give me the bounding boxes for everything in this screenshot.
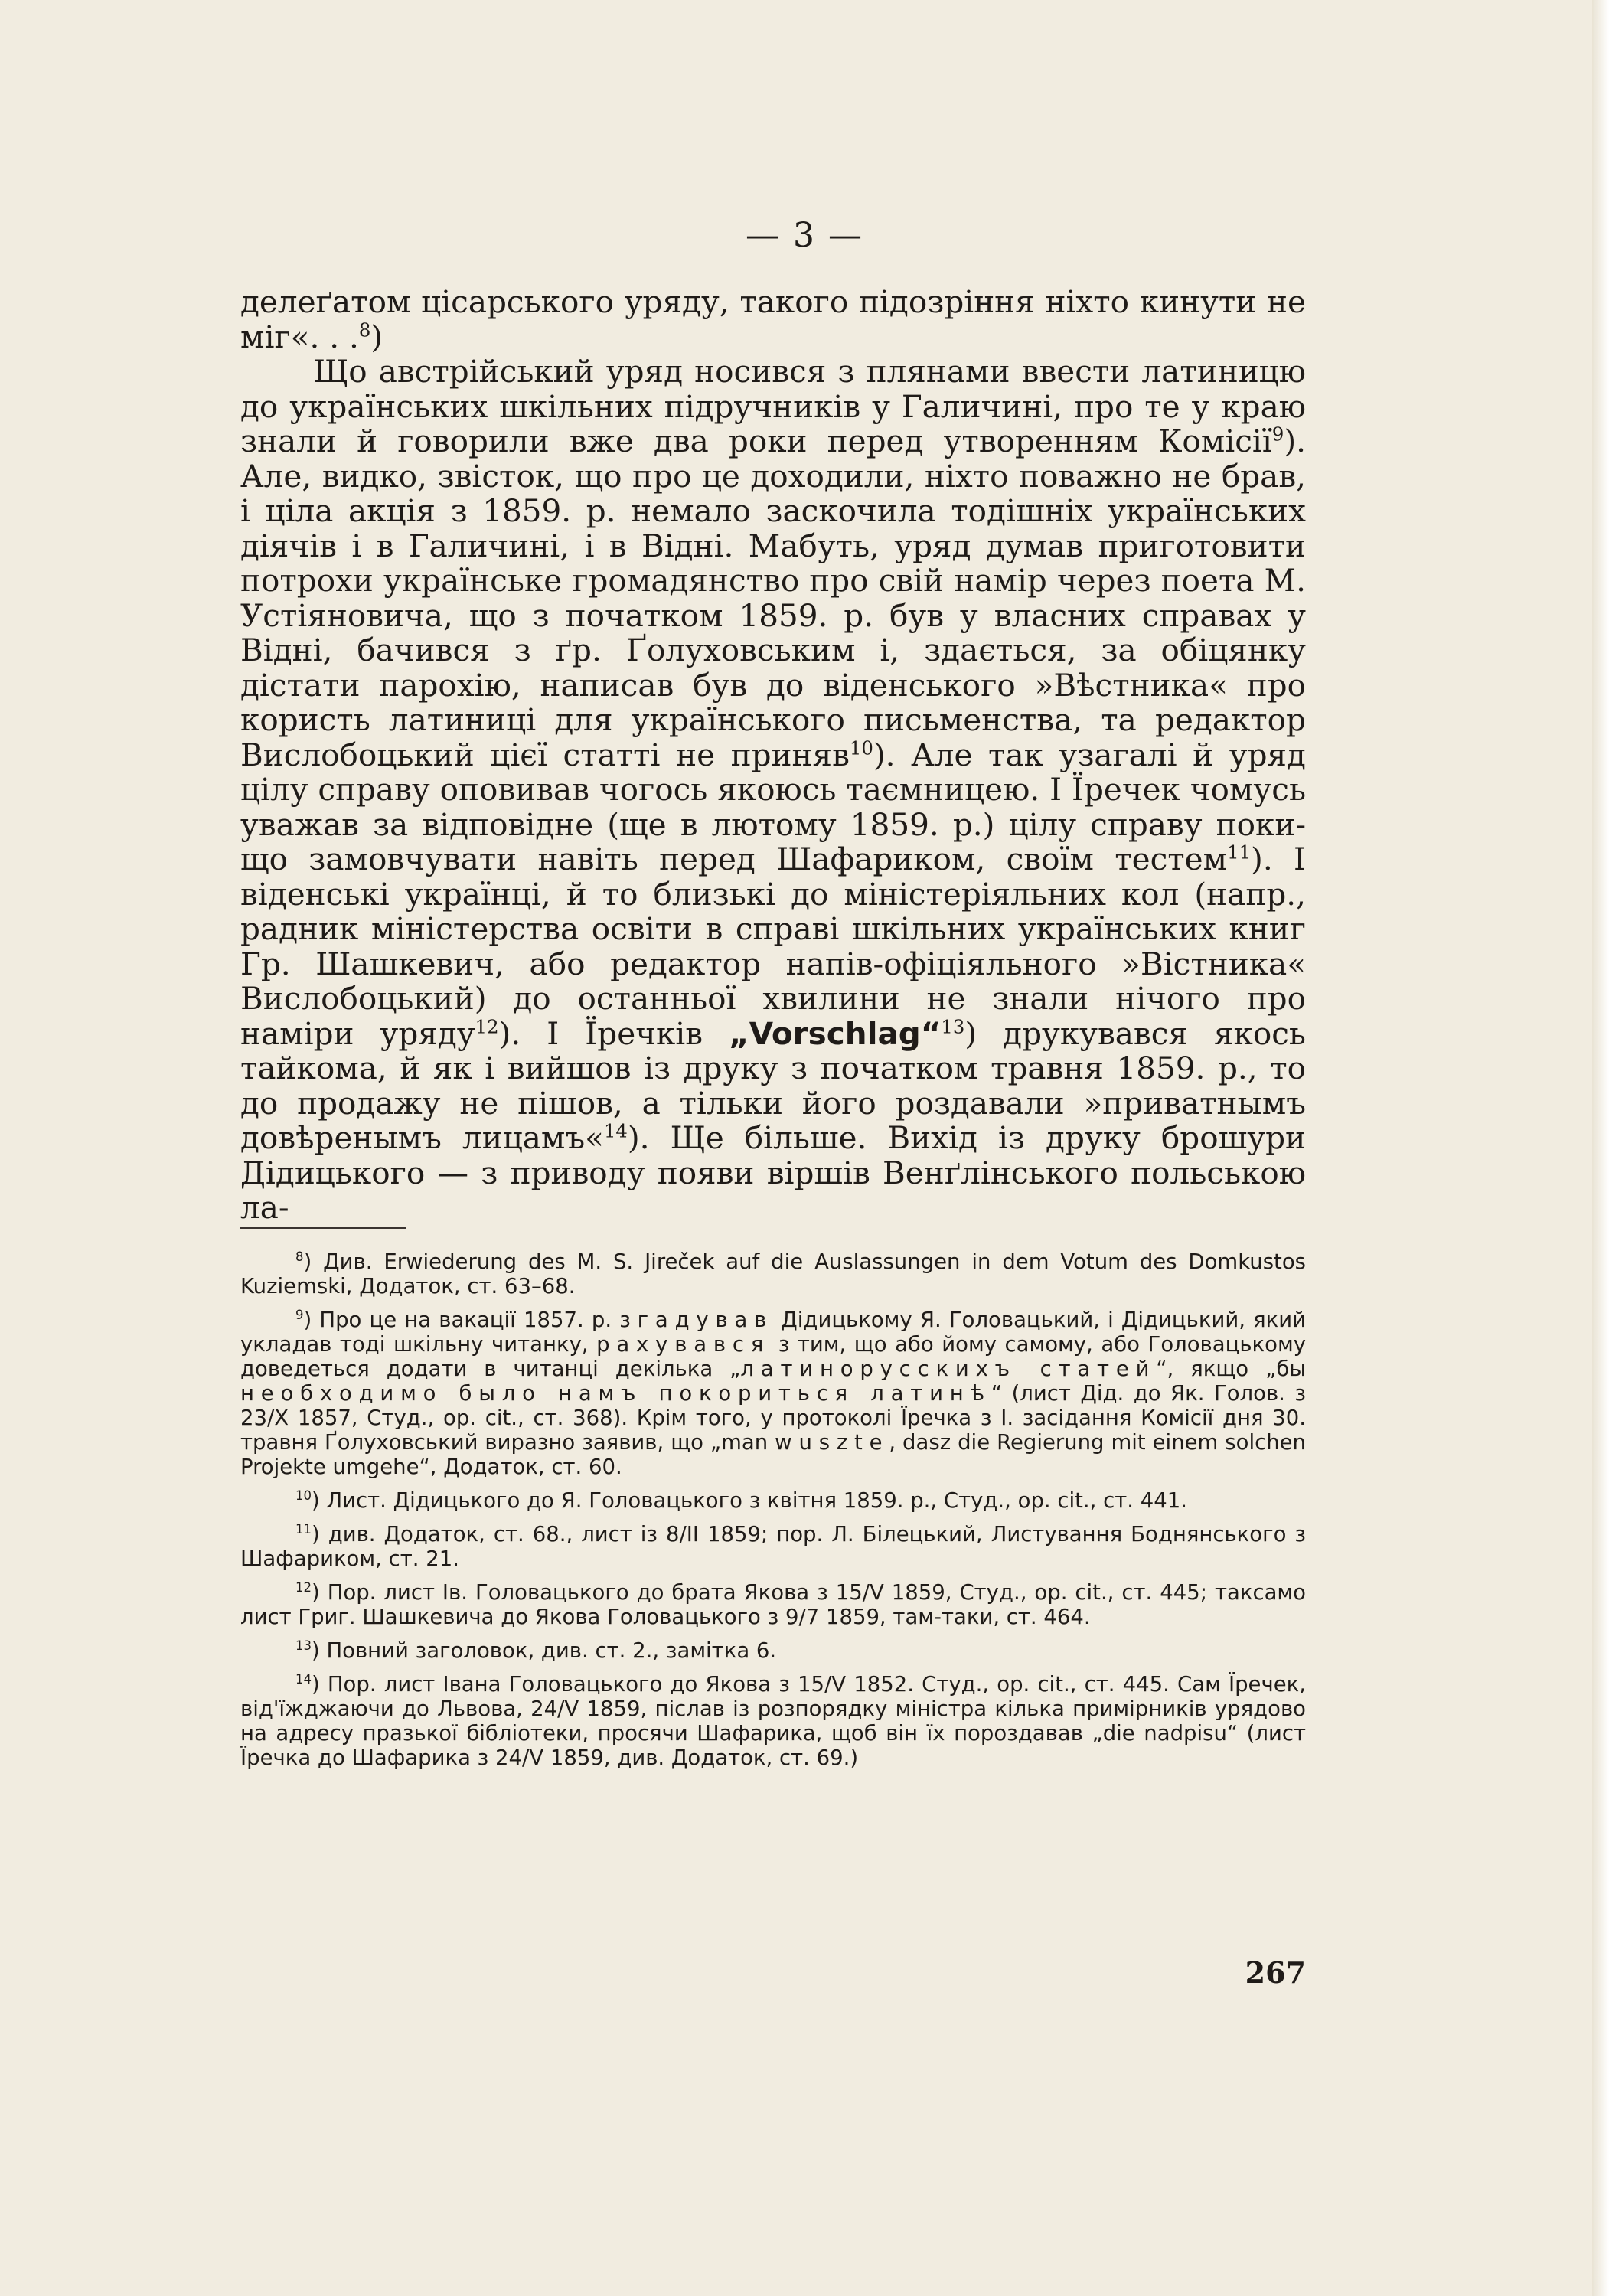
footnote-number: 11: [295, 1521, 312, 1537]
footnote-divider: [240, 1227, 406, 1229]
page-edge: [1592, 0, 1609, 2296]
paragraph-2-text-b: ). Але, видко, звісток, що про це доходили, ніхто поважно не брав, і ціла акція з 1859. р. немало заскочила тодішніх українських діячів і в Галичині, і в Відні. Мабуть, уряд думав приготовити потрохи українське громадянство про свій намір через поета М. Устіяновича, що з початком 1859. р. був у власних справах у Відні, бачився з ґр. Ґолуховським і, здається, за обіцянку дістати парохію, написав був до віденського »Вѣстника« про користь латиниці для українського письменства, та редактор Вислобоцький цієї статті не приняв: [240, 423, 1306, 773]
footnote-ref-12: 12: [475, 1015, 499, 1037]
footnote-number: 12: [295, 1579, 312, 1595]
footnote-ref-11: 11: [1227, 841, 1252, 864]
vorschlag-title: „Vorschlag“: [729, 1014, 942, 1052]
footnote-text: ) Про це на вакації 1857. р.: [303, 1308, 620, 1332]
paragraph-1-text: делеґатом цісарського уряду, такого підозріння ніхто кинути не міг«. . .: [240, 283, 1306, 355]
footnote-ref-8: 8: [358, 318, 371, 341]
footnote-text: , dasz die Regierung mit einem solchen Projekte umgehe“, Додаток, ст. 60.: [240, 1430, 1306, 1479]
footnote-text: ) див. Додаток, ст. 68., лист із 8/II 1859; пор. Л. Білецький, Листування Боднянського з Шафариком, ст. 21.: [240, 1522, 1306, 1571]
footnote-8: [240, 1249, 1306, 1298]
main-text: [240, 285, 1306, 1226]
paragraph-2-text-c: ). Але так узагалі й уряд цілу справу оповивав чогось якоюсь таємницею. І Їречек чомусь уважав за відповідне (ще в лютому 1859. р.) цілу справу поки-що замовчувати навіть перед Шафариком, своїм тестем: [240, 736, 1306, 877]
running-head: — 3 —: [746, 216, 863, 255]
footnote-number: 14: [295, 1671, 312, 1687]
footnote-number: 13: [295, 1638, 312, 1653]
footnote-text: ) Лист. Дідицького до Я. Головацького з квітня 1859. р., Студ., op. cit., ст. 441.: [312, 1488, 1188, 1513]
paragraph-2-text-d: ). І віденські українці, й то близькі до міністеріяльних кол (напр., радник міністерства освіти в справі шкільних українських книг Гр. Шашкевич, або редактор напів-офіціяльного »Вістника« Вислобоцький) до останньої хвилини не знали нічого про наміри уряду: [240, 841, 1306, 1052]
paragraph-2-text-f: ) друкувався якось тайкома, й як і вийшов із друку з початком травня 1859. р., то до продажу не пішов, а тільки його роздавали »приватнымъ довѣренымъ лицамъ«: [240, 1014, 1306, 1156]
footnote-number: 9: [295, 1307, 304, 1322]
page-number: 267: [1245, 1955, 1306, 1990]
spaced-text: wuszte: [775, 1430, 889, 1455]
footnote-text: ) Пор. лист Ів. Головацького до брата Якова з 15/V 1859, Студ., op. cit., ст. 445; таксамо лист Григ. Шашкевича до Якова Головацького з 9/7 1859, там-таки, ст. 464.: [240, 1580, 1306, 1629]
paragraph-2-text-a: Що австрійський уряд носився з плянами ввести латиницю до українських шкільних підручників у Галичині, про те у краю знали й говорили вже два роки перед утворенням Комісії: [240, 353, 1306, 459]
footnote-ref-13: 13: [941, 1015, 965, 1037]
footnote-13: [240, 1638, 1306, 1663]
footnote-text: ) Див. Erwiederung des M. S. Jireček auf die Auslassungen in dem Votum des Domkustos Kuziemski, Додаток, ст. 63–68.: [240, 1249, 1306, 1298]
footnote-number: 10: [295, 1488, 312, 1503]
footnote-ref-14: 14: [603, 1119, 628, 1142]
footnote-ref-9: 9: [1271, 423, 1284, 446]
footnote-text: “ (лист Дід. до Як. Голов. з 23/X 1857, Студ., op. cit., ст. 368). Крім того, у протоколі Їречка з I. засідання Комісії дня 30. травня Ґолуховський виразно заявив, що „man: [240, 1381, 1307, 1455]
spaced-text: згадував: [619, 1308, 774, 1332]
footnote-10: [240, 1488, 1306, 1513]
paragraph-2-text-g: ). Ще більше. Вихід із друку брошури Дідицького — з приводу появи віршів Венґлінського польською ла-: [240, 1119, 1306, 1226]
paragraph-2: [240, 354, 1306, 1226]
footnote-text: “, якщо „бы: [1156, 1357, 1306, 1381]
footnote-12: [240, 1580, 1306, 1629]
spaced-text: рахувався: [596, 1332, 771, 1357]
footnote-14: [240, 1672, 1306, 1770]
paragraph-2-text-e: ). І Їречків: [498, 1014, 729, 1052]
paragraph-1-end: ): [370, 318, 383, 355]
footnote-text: з тим, що або йому самому, або Головацькому доведеться додати в читанці декілька „: [240, 1332, 1306, 1381]
paragraph-1: [240, 285, 1306, 354]
footnotes: [240, 1249, 1306, 1779]
footnote-text: Дідицькому Я. Головацький, і Дідицький, який укладав тоді шкільну читанку,: [240, 1308, 1307, 1357]
footnote-9: [240, 1308, 1306, 1479]
spaced-text: латинорусскихъ статей: [740, 1357, 1157, 1381]
footnote-text: ) Пор. лист Івана Головацького до Якова з 15/V 1852. Студ., op. cit., ст. 445. Сам Їречек, від'їжджаючи до Львова, 24/V 1859, післав із розпорядку міністра кілька примірників урядово на адресу празької бібліотеки, просячи Шафарика, щоб він їх пороздавав „die nadpisu“ (лист Їречка до Шафарика з 24/V 1859, див. Додаток, ст. 69.): [240, 1672, 1306, 1770]
spaced-text: необходимо было намъ покориться латинѣ: [240, 1381, 991, 1406]
footnote-number: 8: [295, 1249, 304, 1264]
footnote-ref-10: 10: [849, 736, 873, 759]
footnote-11: [240, 1522, 1306, 1571]
footnote-text: ) Повний заголовок, див. ст. 2., замітка 6.: [312, 1638, 777, 1663]
